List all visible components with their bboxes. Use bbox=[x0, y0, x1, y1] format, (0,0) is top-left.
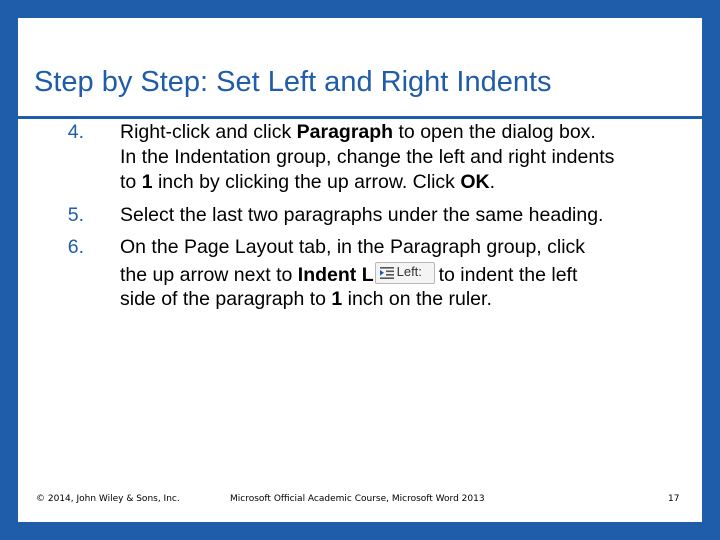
step-text: On the Page Layout tab, in the Paragraph group, click bbox=[120, 236, 586, 258]
step-line bbox=[120, 262, 577, 287]
step-text: inch on the ruler. bbox=[342, 288, 492, 310]
step-number: 5. bbox=[67, 204, 84, 226]
indent-left-icon bbox=[379, 266, 395, 280]
step-line bbox=[120, 235, 585, 259]
step-text: Right-click and click bbox=[120, 121, 297, 143]
step-text: side of the paragraph to bbox=[120, 288, 332, 310]
step-text: to bbox=[120, 171, 142, 193]
step-text: to indent the left bbox=[438, 264, 578, 286]
step-text: In the Indentation group, change the left and right indents bbox=[120, 146, 615, 168]
step-bold: Indent L bbox=[297, 264, 374, 286]
indent-left-control bbox=[375, 262, 435, 284]
page-number: 17 bbox=[668, 494, 680, 504]
slide bbox=[18, 18, 702, 522]
step-bold: 1 bbox=[331, 288, 343, 310]
title-divider bbox=[18, 116, 702, 119]
step-line bbox=[120, 203, 603, 227]
step-line bbox=[120, 170, 495, 194]
step-text: the up arrow next to bbox=[120, 264, 298, 286]
indent-left-label: Left: bbox=[396, 264, 422, 279]
step-bold: Paragraph bbox=[296, 121, 394, 143]
footer-copyright: © 2014, John Wiley & Sons, Inc. bbox=[36, 494, 180, 504]
step-number: 6. bbox=[67, 236, 84, 258]
footer-course: Microsoft Official Academic Course, Microsoft Word 2013 bbox=[230, 494, 485, 504]
step-bold: OK bbox=[460, 171, 490, 193]
slide-title: Step by Step: Set Left and Right Indents bbox=[34, 66, 552, 98]
step-text: Select the last two paragraphs under the same heading. bbox=[120, 204, 604, 226]
step-line bbox=[120, 145, 614, 169]
step-text: . bbox=[489, 171, 496, 193]
step-text: inch by clicking the up arrow. Click bbox=[152, 171, 461, 193]
step-line bbox=[120, 120, 596, 144]
step-number: 4. bbox=[67, 121, 84, 143]
step-line bbox=[120, 287, 492, 311]
step-bold: 1 bbox=[141, 171, 153, 193]
step-text: to open the dialog box. bbox=[393, 121, 596, 143]
